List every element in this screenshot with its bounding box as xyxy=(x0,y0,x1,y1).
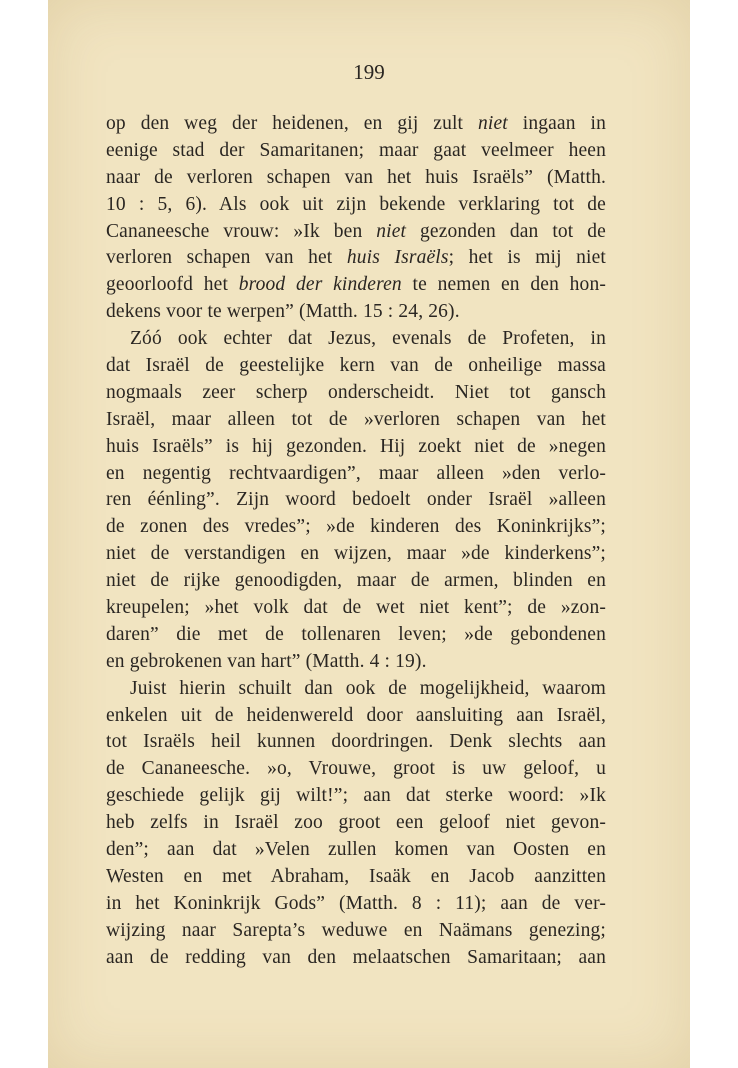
text-line: wijzing naar Sarepta’s weduwe en Naämans genezing; xyxy=(106,919,606,941)
text-line: eenige stad der Samaritanen; maar gaat veelmeer heen xyxy=(106,139,606,161)
text-line: geoorloofd het brood der kinderen te nemen en den hon- xyxy=(106,274,606,296)
text-line: niet de rijke genoodigden, maar de armen, blinden en xyxy=(106,570,606,592)
text-line: Israël, maar alleen tot de »verloren schapen van het xyxy=(106,408,606,430)
text-line: kreupelen; »het volk dat de wet niet kent”; de »zon- xyxy=(106,597,606,619)
italic-emphasis: brood der kinderen xyxy=(238,274,402,296)
text-line: tot Israëls heil kunnen doordringen. Denk slechts aan xyxy=(106,731,606,753)
text-line: en negentig rechtvaardigen”, maar alleen »den verlo- xyxy=(106,462,606,484)
text-line: geschiede gelijk gij wilt!”; aan dat sterke woord: »Ik xyxy=(106,785,606,807)
text-line: in het Koninkrijk Gods” (Matth. 8 : 11); aan de ver- xyxy=(106,892,606,914)
text-line: op den weg der heidenen, en gij zult niet ingaan in xyxy=(106,113,606,134)
italic-emphasis: niet xyxy=(376,220,407,242)
text-line: ren éénling”. Zijn woord bedoelt onder Israël »alleen xyxy=(106,489,606,511)
text-line: enkelen uit de heidenwereld door aansluiting aan Israël, xyxy=(106,704,606,726)
text-line: daren” die met de tollenaren leven; »de gebondenen xyxy=(106,623,606,645)
text-line: Westen en met Abraham, Isaäk en Jacob aanzitten xyxy=(106,865,606,887)
text-line: en gebrokenen van hart” (Matth. 4 : 19). xyxy=(106,650,427,672)
text-line: de zonen des vredes”; »de kinderen des Koninkrijks”; xyxy=(106,516,606,538)
text-line: dekens voor te werpen” (Matth. 15 : 24, 26). xyxy=(106,301,460,323)
body-text xyxy=(106,111,606,972)
text-line: naar de verloren schapen van het huis Israëls” (Matth. xyxy=(106,166,606,188)
text-line: 10 : 5, 6). Als ook uit zijn bekende verklaring tot de xyxy=(106,193,606,215)
text-line: huis Israëls” is hij gezonden. Hij zoekt niet de »negen xyxy=(106,435,606,457)
text-line: de Cananeesche. »o, Vrouwe, groot is uw geloof, u xyxy=(106,758,606,780)
text-line: den”; aan dat »Velen zullen komen van Oosten en xyxy=(106,839,606,861)
paragraph xyxy=(106,676,606,972)
italic-emphasis: niet xyxy=(478,113,508,134)
text-line: Cananeesche vrouw: »Ik ben niet gezonden dan tot de xyxy=(106,220,606,242)
paragraph xyxy=(106,111,606,326)
text-line: dat Israël de geestelijke kern van de onheilige massa xyxy=(106,355,606,377)
text-line: verloren schapen van het huis Israëls; het is mij niet xyxy=(106,247,606,269)
text-line: niet de verstandigen en wijzen, maar »de kinderkens”; xyxy=(106,543,606,565)
italic-emphasis: huis Israëls xyxy=(346,247,449,269)
text-line: aan de redding van den melaatschen Samaritaan; aan xyxy=(106,946,606,968)
text-line: Zóó ook echter dat Jezus, evenals de Profeten, in xyxy=(130,328,606,350)
text-line: nogmaals zeer scherp onderscheidt. Niet tot gansch xyxy=(106,381,606,403)
page-number: 199 xyxy=(353,60,385,84)
text-line: Juist hierin schuilt dan ook de mogelijkheid, waarom xyxy=(130,677,606,699)
paragraph xyxy=(106,326,606,676)
text-line: heb zelfs in Israël zoo groot een geloof niet gevon- xyxy=(106,812,606,834)
